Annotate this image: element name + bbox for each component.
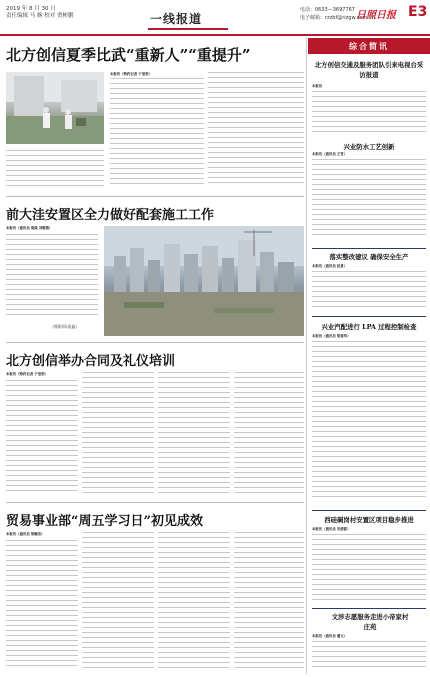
article-4-byline-box	[6, 532, 78, 540]
article-2-headline: 前大洼安置区全力做好配套施工工作	[6, 208, 215, 223]
training-scene-image	[6, 72, 104, 144]
brief-2-byline: 本报讯（通讯员 王青）	[312, 152, 348, 156]
article-1-body-col-1	[110, 72, 204, 190]
news-brief-title: 综合简讯	[349, 41, 389, 51]
article-4-body-col-3	[158, 532, 230, 672]
page-number: E3	[408, 4, 428, 20]
article-3-byline: 本报讯（特约记者 于堂浩）	[6, 372, 48, 376]
brief-5-byline-box	[312, 527, 426, 533]
article-4-body-col-2	[82, 532, 154, 672]
brief-1-body	[312, 91, 426, 139]
brief-3-headline: 落实整改建议 确保安全生产	[329, 253, 409, 261]
article-4-headline: 贸易事业部“周五学习日”初见成效	[6, 514, 203, 529]
brief-3-byline-box	[312, 264, 426, 270]
brief-1-byline: 本报讯	[312, 84, 323, 88]
article-3-body-col-2	[82, 372, 154, 498]
phone-text: 电话：0633—3697767	[300, 7, 355, 13]
brief-5-byline: 本报讯（通讯员 宋倩影）	[312, 527, 351, 531]
section-title: 一线报道	[150, 12, 203, 26]
article-3-headline: 北方创信举办合同及礼仪培训	[6, 354, 176, 369]
article-1-headline: 北方创信夏季比武“重新人”“重提升”	[6, 46, 251, 64]
article-2-photo	[104, 226, 304, 336]
brief-5-body	[312, 534, 426, 604]
divider	[6, 502, 304, 503]
newspaper-logo: 日照日报	[356, 10, 396, 21]
photo-caption: （摄影/陈嘉鑫）	[50, 324, 80, 329]
page-header	[0, 0, 430, 36]
brief-5-headline: 西硅硐岗村安置区项目稳步推进	[324, 516, 414, 524]
construction-site-image	[104, 226, 304, 336]
article-3-body-col-1	[6, 380, 78, 498]
brief-6-headline: 文涉志愿服务走进小帝家村庄苑	[331, 613, 409, 631]
article-3-body-col-3	[158, 372, 230, 498]
article-3-byline-box	[6, 372, 78, 380]
brief-2-byline-box	[312, 152, 426, 158]
brief-3-byline: 本报讯（通讯员 赵景）	[312, 264, 348, 268]
section-underline	[148, 28, 228, 30]
article-1-byline: 本报讯（特约记者 于堂浩）	[110, 72, 152, 76]
brief-4-byline-box	[312, 334, 426, 340]
brief-4-headline: 兴业汽配进行 LPA 过程控制检查	[321, 323, 417, 331]
article-4-body-col-1	[6, 540, 78, 672]
brief-2-headline: 兴业防水工艺创新	[343, 143, 395, 151]
article-2-byline-box	[6, 226, 98, 234]
divider	[6, 196, 304, 197]
brief-3-rule	[312, 248, 426, 249]
article-1-body-col-2	[208, 72, 304, 190]
date-line: 2019 年 8 月 30 日	[6, 6, 56, 12]
brief-4-byline: 本报讯（通讯员 梁春华）	[312, 334, 351, 338]
brief-4-body	[312, 341, 426, 505]
article-1-photo	[6, 72, 104, 144]
editor-line: 责任编辑 马 婉 校对 贾彬鹏	[6, 13, 74, 19]
brief-5-rule	[312, 510, 426, 511]
email-text: 电子邮箱：rzzbf@rizgw.com.cn	[300, 15, 375, 21]
article-1-text-lines	[110, 78, 204, 188]
brief-6-body	[312, 641, 426, 673]
brief-6-byline-box	[312, 634, 426, 640]
column-divider	[306, 38, 307, 674]
brief-6-rule	[312, 608, 426, 609]
article-3-body-col-4	[234, 372, 304, 498]
divider	[6, 342, 304, 343]
brief-1-byline-box	[312, 84, 426, 90]
brief-3-body	[312, 271, 426, 311]
news-brief-band	[308, 38, 430, 54]
brief-2-body	[312, 159, 426, 243]
brief-4-rule	[312, 316, 426, 317]
article-1-body-lower	[6, 150, 104, 192]
article-2-body	[6, 234, 98, 322]
brief-1-headline: 北方创信交通及服务团队引来电视台采访报道	[314, 61, 424, 79]
article-2-byline: 本报讯（通讯员 胡威 刘敬燕）	[6, 226, 53, 230]
article-4-body-col-4	[234, 532, 304, 672]
brief-6-byline: 本报讯（通讯员 潘文）	[312, 634, 348, 638]
issue-date	[6, 6, 74, 20]
article-4-byline: 本报讯（通讯员 梁毓洁）	[6, 532, 45, 536]
